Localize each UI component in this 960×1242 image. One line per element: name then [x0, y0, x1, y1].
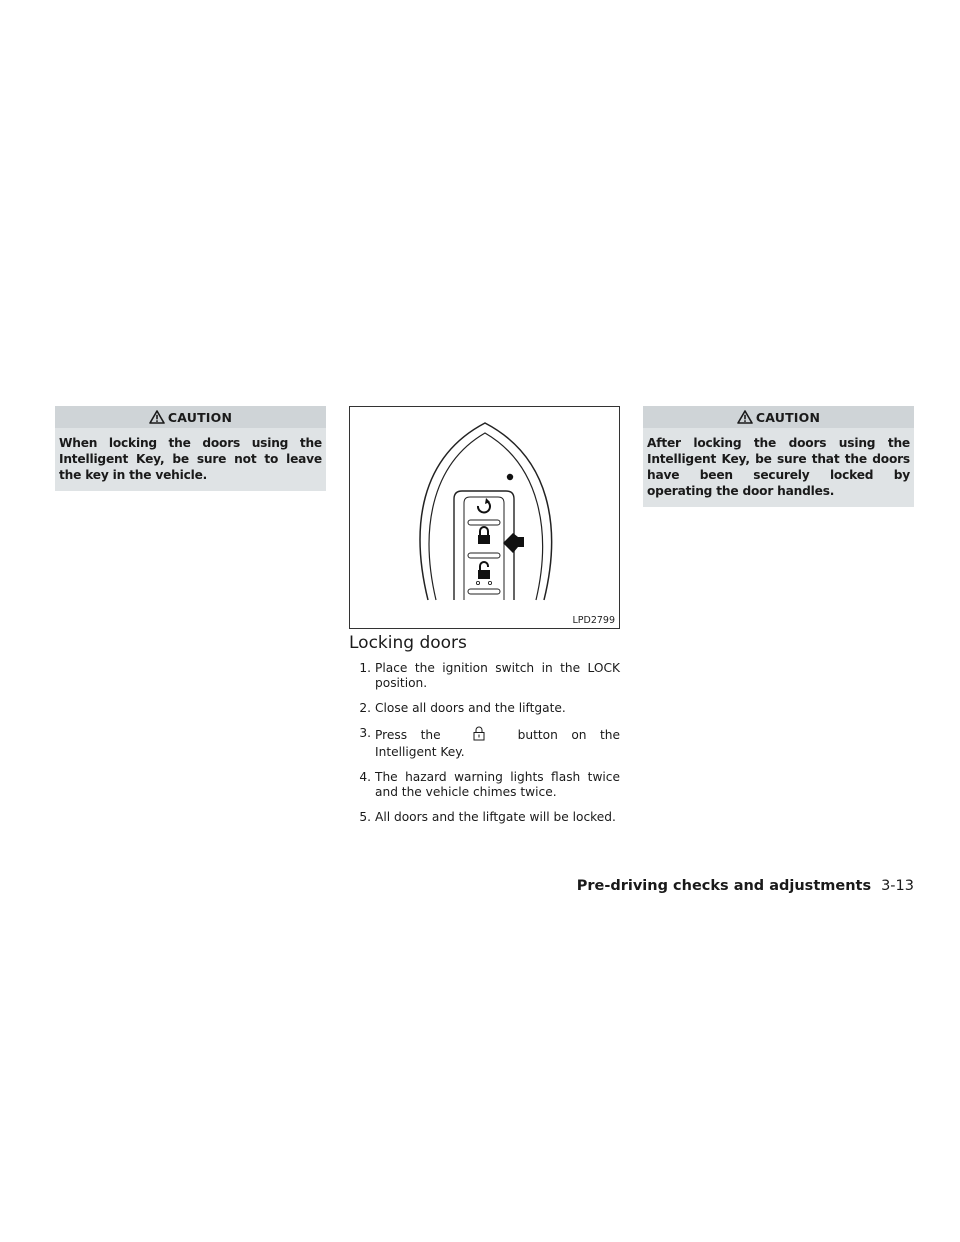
list-item	[349, 701, 620, 716]
step-text-before: Press the	[375, 728, 441, 742]
step-text	[375, 726, 620, 760]
caution-text: After locking the doors using the Intelligent Key, be sure that the doors have been securely locked by operating the door handles.	[647, 436, 910, 498]
step-number: 3.	[359, 726, 371, 740]
intelligent-key-illustration	[350, 407, 619, 628]
list-item	[349, 770, 620, 800]
caution-heading	[55, 406, 326, 428]
arrow-pointer-icon	[503, 533, 524, 553]
step-text-after: button on the Intelligent Key.	[375, 728, 621, 759]
intelligent-key-figure	[349, 406, 620, 629]
section-title: Locking doors	[349, 633, 467, 653]
warning-triangle-icon	[737, 410, 753, 424]
caution-box-left	[55, 406, 326, 491]
step-number: 5.	[359, 810, 371, 824]
step-number: 4.	[359, 770, 371, 784]
page-footer	[577, 878, 914, 894]
warning-triangle-icon	[149, 410, 165, 424]
step-text: The hazard warning lights flash twice and the vehicle chimes twice.	[375, 770, 620, 799]
step-text: All doors and the liftgate will be locked.	[375, 810, 616, 824]
remote-start-icon	[478, 498, 490, 512]
lock-icon	[454, 726, 504, 745]
page-number: 3-13	[881, 878, 914, 894]
list-item	[349, 810, 620, 825]
caution-text: When locking the doors using the Intelligent Key, be sure not to leave the key in the vehicle.	[59, 436, 322, 482]
caution-heading-text: CAUTION	[167, 409, 233, 425]
indicator-light-icon	[507, 474, 513, 480]
unlock-button-icon	[476, 562, 491, 585]
list-item	[349, 661, 620, 691]
caution-box-right	[643, 406, 914, 507]
footer-section-title: Pre-driving checks and adjustments	[576, 878, 872, 894]
list-item	[349, 726, 620, 760]
step-number: 1.	[359, 661, 371, 675]
step-text: Close all doors and the liftgate.	[375, 701, 566, 715]
figure-code: LPD2799	[572, 615, 615, 626]
steps-list	[349, 661, 620, 835]
lock-button-icon	[478, 527, 490, 544]
step-text: Place the ignition switch in the LOCK position.	[375, 661, 620, 690]
step-number: 2.	[359, 701, 371, 715]
caution-heading	[643, 406, 914, 428]
caution-heading-text: CAUTION	[755, 409, 821, 425]
